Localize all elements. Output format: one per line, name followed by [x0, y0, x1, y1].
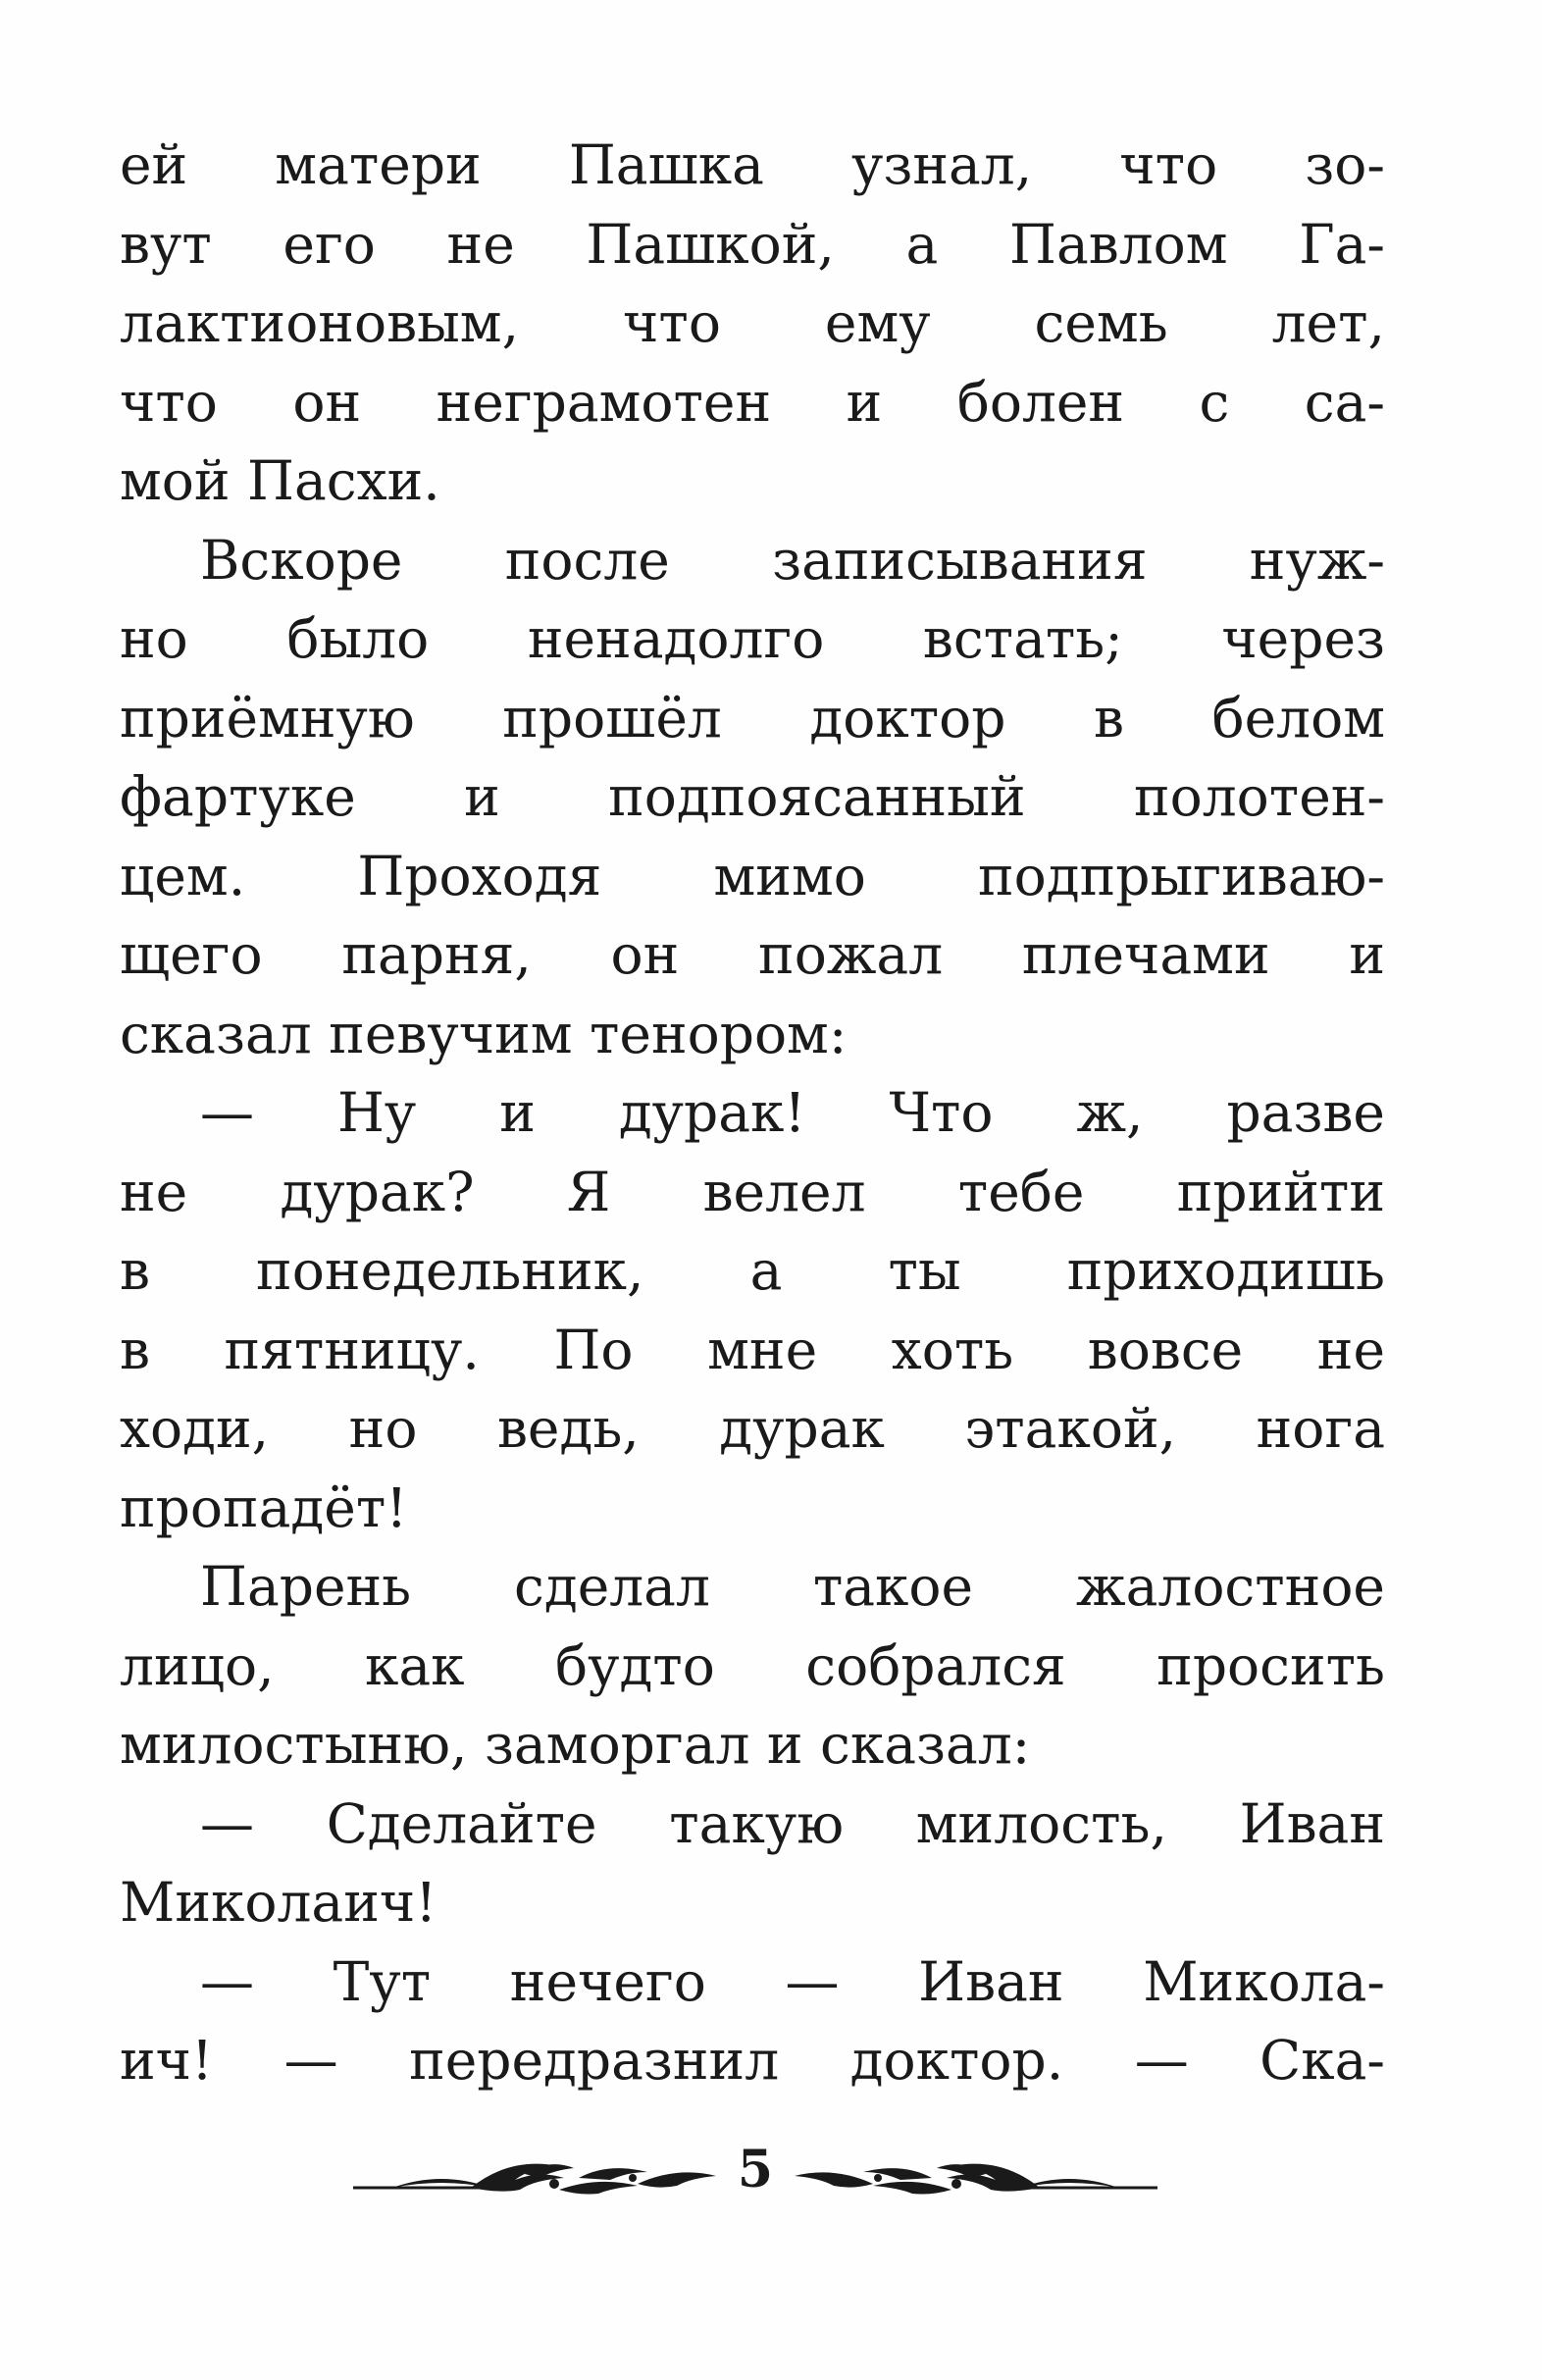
text-line: лактионовым, что ему семь лет,	[120, 291, 1385, 354]
text-line: цем. Проходя мимо подпрыгиваю-	[120, 844, 1385, 907]
body-text	[120, 126, 1385, 2100]
page-number: 5	[737, 2140, 774, 2199]
text-line: не дурак? Я велел тебе прийти	[120, 1160, 1385, 1223]
text-line: вут его не Пашкой, а Павлом Га-	[120, 212, 1385, 276]
text-line: Вскоре после записывания нуж-	[200, 528, 1385, 592]
text-line: Миколаич!	[120, 1871, 437, 1934]
flourish-ornament-icon	[785, 2148, 1157, 2199]
text-line: ходи, но ведь, дурак этакой, нога	[120, 1397, 1385, 1460]
text-line: ич! — передразнил доктор. — Ска-	[120, 2029, 1385, 2092]
text-line: приёмную прошёл доктор в белом	[120, 686, 1385, 750]
text-line: мой Пасхи.	[120, 449, 440, 512]
text-line: сказал певучим тенором:	[120, 1002, 848, 1065]
text-line: — Сделайте такую милость, Иван	[200, 1791, 1385, 1855]
text-line: фартуке и подпоясанный полотен-	[120, 765, 1385, 828]
page-footer	[353, 2131, 1157, 2209]
text-line: в понедельник, а ты приходишь	[120, 1239, 1385, 1302]
text-line: что он неграмотен и болен с са-	[120, 370, 1385, 434]
text-line: милостыню, заморгал и сказал:	[120, 1713, 1031, 1776]
text-line: — Тут нечего — Иван Микола-	[200, 1949, 1385, 2013]
flourish-ornament-icon	[353, 2148, 726, 2199]
text-line: щего парня, он пожал плечами и	[120, 923, 1385, 986]
text-line: — Ну и дурак! Что ж, разве	[200, 1081, 1385, 1144]
text-line: пропадёт!	[120, 1475, 408, 1539]
text-line: в пятницу. По мне хоть вовсе не	[120, 1318, 1385, 1381]
text-line: но было ненадолго встать; через	[120, 607, 1385, 670]
text-line: лицо, как будто собрался просить	[120, 1633, 1385, 1697]
text-line: ей матери Пашка узнал, что зо-	[120, 133, 1385, 196]
text-line: Парень сделал такое жалостное	[200, 1555, 1385, 1618]
